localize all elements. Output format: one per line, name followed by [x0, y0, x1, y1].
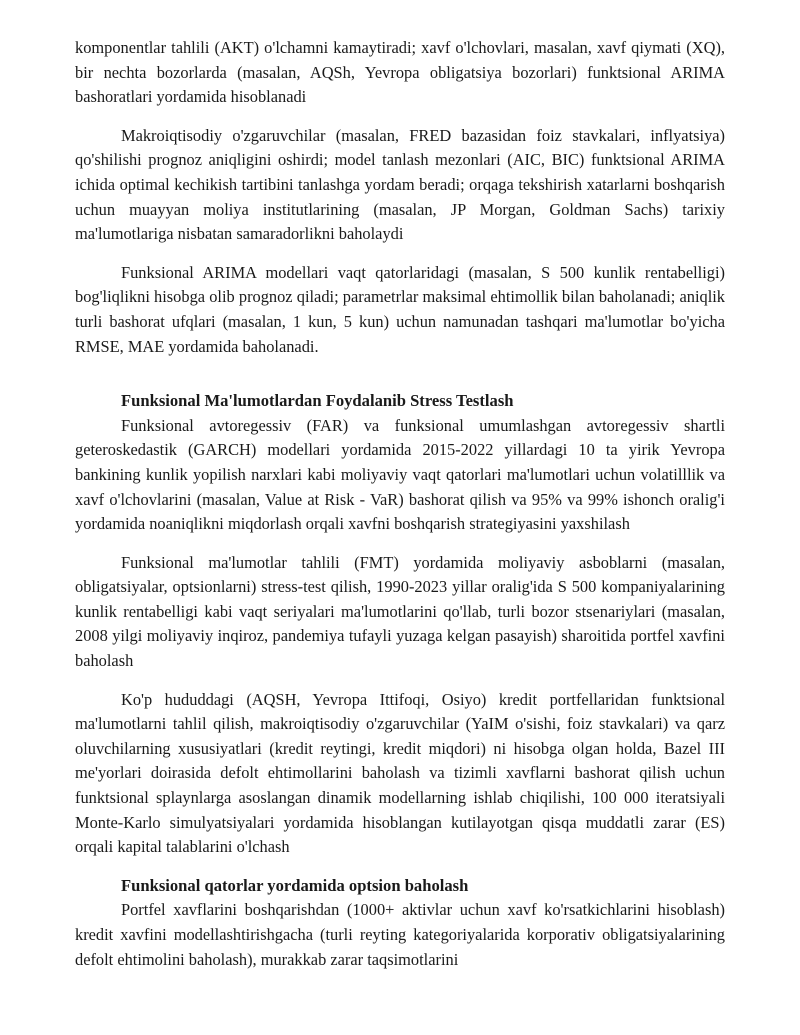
paragraph-4: Funksional avtoregessiv (FAR) va funksional umumlashgan avtoregessiv shartli geteroskedastik (GARCH) modellari yordamida 2015-2022 yillardagi 10 ta yirik Yevropa bankining kunlik yopilish narxlari kabi moliyaviy vaqt qatorlari ma'lumotlari uchun volatilllik va xavf o'lchovlarini (masalan, Value at Risk - VaR) bashorat qilish va 95% va 99% ishonch oralig'i yordamida noaniqlikni miqdorlash orqali xavfni boshqarish strategiyasini yaxshilash	[75, 415, 725, 534]
paragraph-2: Makroiqtisodiy o'zgaruvchilar (masalan, FRED bazasidan foiz stavkalari, inflyatsiya) qo'shilishi prognoz aniqligini oshirdi; model tanlash mezonlari (AIC, BIC) funktsional ARIMA ichida optimal kechikish tartibini tanlashga yordam beradi; orqaga tekshirish xatarlarni boshqarish uchun muayyan moliya institutlarining (masalan, JP Morgan, Goldman Sachs) tarixiy ma'lumotlariga nisbatan samaradorlikni baholaydi	[75, 125, 725, 244]
spacer	[75, 537, 725, 551]
spacer	[75, 110, 725, 124]
spacer	[75, 860, 725, 874]
section-heading-option-pricing: Funksional qatorlar yordamida optsion baholash	[121, 875, 469, 895]
paragraph-7: Portfel xavflarini boshqarishdan (1000+ aktivlar uchun xavf ko'rsatkichlarini hisoblash) kredit xavfini modellashtirishgacha (turli reyting kategoriyalarida korporativ obligatsiyalarining defolt ehtimolini baholash), murakkab zarar taqsimotlarini	[75, 900, 725, 969]
spacer	[75, 674, 725, 688]
paragraph-3: Funksional ARIMA modellari vaqt qatorlaridagi (masalan, S 500 kunlik rentabelligi) bog'liqlikni hisobga olib prognoz qiladi; parametrlar maksimal ehtimollik bilan baholanadi; aniqlik turli bashorat ufqlari (masalan, 1 kun, 5 kun) uchun namunadan tashqari ma'lumotlar bo'yicha RMSE, MAE yordamida baholanadi.	[75, 262, 725, 356]
paragraph-1: komponentlar tahlili (AKT) o'lchamni kamaytiradi; xavf o'lchovlari, masalan, xavf qiymati (XQ), bir nechta bozorlarda (masalan, AQSh, Yevropa obligatsiya bozorlari) funktsional ARIMA bashoratlari yordamida hisoblanadi	[75, 38, 725, 107]
paragraph-5: Funksional ma'lumotlar tahlili (FMT) yordamida moliyaviy asboblarni (masalan, obligatsiyalar, optsionlarni) stress-test qilish, 1990-2023 yillar oralig'ida S 500 kompaniyalarining kunlik rentabelligi kabi vaqt seriyalari ma'lumotlarini qo'llab, turli bozor stsenariylari (masalan, 2008 yilgi moliyaviy inqiroz, pandemiya tufayli yuzaga kelgan pasayish) sharoitida portfel xavfini baholash	[75, 552, 725, 671]
spacer	[75, 247, 725, 261]
spacer	[75, 359, 725, 389]
paragraph-6: Ko'p hududdagi (AQSH, Yevropa Ittifoqi, Osiyo) kredit portfellaridan funktsional ma'lumotlarni tahlil qilish, makroiqtisodiy o'zgaruvchilar (YaIM o'sishi, foiz stavkalari) va qarz oluvchilarning xususiyatlari (kredit reytingi, kredit miqdori) ni hisobga olgan holda, Bazel III me'yorlari doirasida defolt ehtimollarini baholash va tizimli xavflarni bashorat qilish uchun funktsional splaynlarga asoslangan dinamik modellarning ishlab chiqilishi, 100 000 iteratsiyali Monte-Karlo simulyatsiyalari yordamida hisoblangan kutilayotgan qisqa muddatli zarar (ES) orqali kapital talablarini o'lchash	[75, 689, 725, 857]
section-heading-stress-testing: Funksional Ma'lumotlardan Foydalanib Stress Testlash	[121, 391, 514, 411]
document-page	[75, 36, 725, 972]
